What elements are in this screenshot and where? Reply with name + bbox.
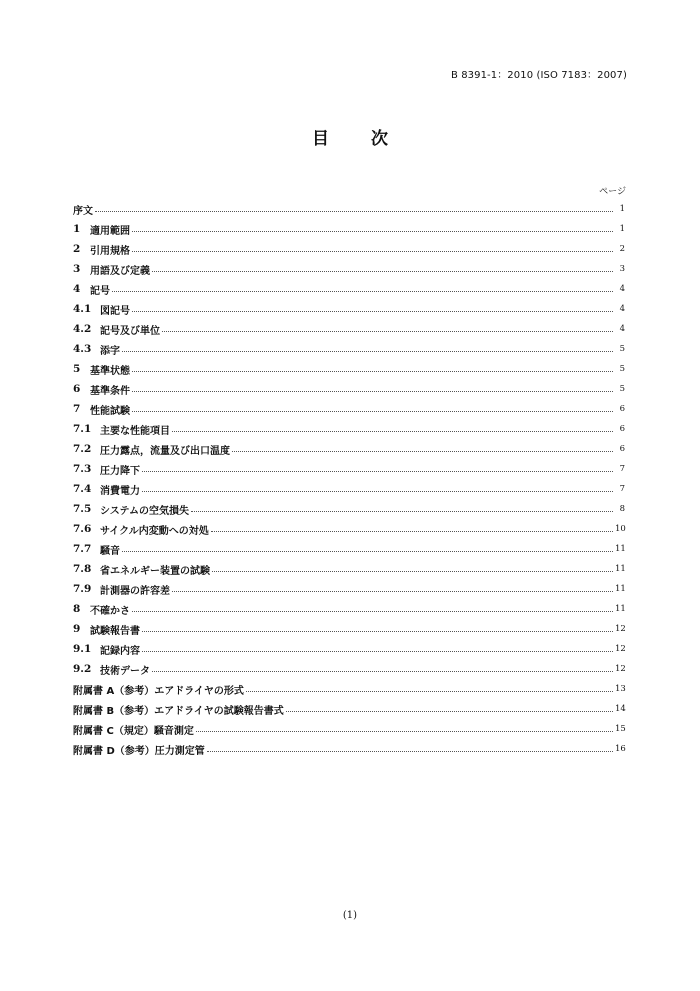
toc-entry-label: 騒音 [100, 545, 120, 557]
toc-entry-page: 11 [615, 564, 626, 574]
toc-entry-number: 7.4 [73, 483, 92, 495]
toc-entry-label: 用語及び定義 [90, 265, 150, 277]
toc-entry[interactable] [73, 719, 625, 739]
toc-entry-label: 記号 [90, 285, 110, 297]
toc-entry-number: 4.1 [73, 303, 92, 315]
dot-leader [152, 271, 613, 272]
toc-entry-page: 3 [619, 264, 625, 274]
toc-entry-page: 12 [615, 644, 626, 654]
toc-entry-label: 基準条件 [90, 385, 130, 397]
toc-entry-page: 11 [615, 604, 626, 614]
toc-entry-label: 圧力降下 [100, 465, 140, 477]
toc-entry-label: 附属書 A（参考）エアドライヤの形式 [73, 685, 244, 697]
toc-entry-page: 16 [615, 744, 626, 754]
toc-entry[interactable] [73, 659, 625, 679]
toc-entry-page: 11 [615, 584, 626, 594]
dot-leader [132, 251, 613, 252]
toc-entry-page: 6 [619, 424, 625, 434]
toc-entry-number: 8 [73, 603, 81, 615]
dot-leader [95, 211, 613, 212]
toc-entry[interactable] [73, 439, 625, 459]
toc-entry-page: 5 [619, 344, 625, 354]
dot-leader [132, 611, 613, 612]
toc-entry-page: 6 [619, 404, 625, 414]
dot-leader [132, 231, 613, 232]
toc-entry-label: 不確かさ [90, 605, 130, 617]
toc-entry-number: 9.2 [73, 663, 92, 675]
dot-leader [132, 411, 613, 412]
toc-entry[interactable] [73, 399, 625, 419]
toc-entry-label: 序文 [73, 205, 93, 217]
dot-leader [196, 731, 613, 732]
toc-entry-number: 9 [73, 623, 81, 635]
toc-entry-number: 7 [73, 403, 81, 415]
toc-entry-number: 9.1 [73, 643, 92, 655]
toc-entry-number: 4 [73, 283, 81, 295]
dot-leader [212, 571, 613, 572]
toc-entry-label: 試験報告書 [90, 625, 140, 637]
toc-entry-page: 7 [619, 484, 625, 494]
toc-entry[interactable] [73, 499, 625, 519]
toc-entry-label: 記録内容 [100, 645, 140, 657]
toc-entry[interactable] [73, 559, 625, 579]
toc-entry-page: 10 [615, 524, 626, 534]
toc-entry[interactable] [73, 679, 625, 699]
toc-entry-page: 1 [619, 224, 625, 234]
toc-entry[interactable] [73, 359, 625, 379]
toc-entry-label: 附属書 C（規定）騒音測定 [73, 725, 194, 737]
toc-entry[interactable] [73, 279, 625, 299]
toc-entry-page: 11 [615, 544, 626, 554]
toc-entry-label: 省エネルギー装置の試験 [100, 565, 210, 577]
page-column-heading: ページ [599, 187, 626, 197]
toc-entry[interactable] [73, 579, 625, 599]
dot-leader [172, 591, 613, 592]
toc-entry[interactable] [73, 539, 625, 559]
toc-entry-label: システムの空気損失 [100, 505, 189, 517]
toc-entry-page: 4 [619, 304, 625, 314]
toc-entry[interactable] [73, 479, 625, 499]
dot-leader [152, 671, 613, 672]
toc-entry-number: 7.7 [73, 543, 92, 555]
toc-entry-page: 5 [619, 384, 625, 394]
toc-entry-label: 技術データ [100, 665, 150, 677]
toc-entry-label: 適用範囲 [90, 225, 130, 237]
toc-entry-label: 主要な性能項目 [100, 425, 170, 437]
toc-entry[interactable] [73, 619, 625, 639]
dot-leader [142, 491, 613, 492]
toc-entry-label: 図記号 [100, 305, 130, 317]
toc-entry-page: 5 [619, 364, 625, 374]
toc-entry[interactable] [73, 339, 625, 359]
toc-entry-number: 7.1 [73, 423, 92, 435]
dot-leader [207, 751, 613, 752]
dot-leader [246, 691, 613, 692]
toc-entry-number: 2 [73, 243, 81, 255]
dot-leader [232, 451, 613, 452]
toc-entry-number: 7.9 [73, 583, 92, 595]
dot-leader [142, 651, 613, 652]
toc-entry-page: 7 [619, 464, 625, 474]
toc-entry-page: 15 [615, 724, 626, 734]
toc-title: 目 次 [312, 129, 406, 149]
dot-leader [191, 511, 613, 512]
toc-entry-label: 圧力露点，流量及び出口温度 [100, 445, 230, 457]
toc-entry[interactable] [73, 459, 625, 479]
dot-leader [122, 351, 613, 352]
toc-entry-page: 14 [615, 704, 626, 714]
toc-entry-label: 記号及び単位 [100, 325, 160, 337]
page-number: (1) [342, 910, 358, 921]
toc-entry-number: 5 [73, 363, 81, 375]
dot-leader [162, 331, 613, 332]
toc-entry-number: 3 [73, 263, 81, 275]
toc-entry[interactable] [73, 599, 625, 619]
toc-entry[interactable] [73, 639, 625, 659]
toc-entry-label: 附属書 B（参考）エアドライヤの試験報告書式 [73, 705, 284, 717]
dot-leader [286, 711, 613, 712]
toc-entry-page: 6 [619, 444, 625, 454]
toc-entry-number: 7.6 [73, 523, 92, 535]
standard-number: B 8391-1：2010 (ISO 7183：2007) [450, 70, 627, 81]
dot-leader [211, 531, 613, 532]
toc-entry-page: 1 [619, 204, 625, 214]
toc-entry[interactable] [73, 199, 625, 219]
toc-entry[interactable] [73, 219, 625, 239]
dot-leader [172, 431, 613, 432]
toc-entry-number: 7.2 [73, 443, 92, 455]
toc-entry-label: 基準状態 [90, 365, 130, 377]
toc-entry-label: 消費電力 [100, 485, 140, 497]
toc-entry-number: 7.5 [73, 503, 92, 515]
toc-entry[interactable] [73, 419, 625, 439]
toc-entry[interactable] [73, 739, 625, 759]
toc-entry-number: 7.3 [73, 463, 92, 475]
dot-leader [132, 311, 613, 312]
toc-entry[interactable] [73, 239, 625, 259]
toc-entry-label: 添字 [100, 345, 120, 357]
toc-entry-label: 計測器の許容差 [100, 585, 170, 597]
dot-leader [142, 631, 613, 632]
toc-entry-page: 12 [615, 624, 626, 634]
dot-leader [122, 551, 613, 552]
toc-entry[interactable] [73, 259, 625, 279]
dot-leader [142, 471, 613, 472]
toc-entry-number: 4.2 [73, 323, 92, 335]
toc-entry-number: 4.3 [73, 343, 92, 355]
toc-entry-page: 8 [619, 504, 625, 514]
toc-entry-page: 12 [615, 664, 626, 674]
toc-entry[interactable] [73, 379, 625, 399]
toc-entry[interactable] [73, 519, 625, 539]
toc-entry[interactable] [73, 299, 625, 319]
dot-leader [132, 371, 613, 372]
toc-entry-page: 13 [615, 684, 626, 694]
toc-entry[interactable] [73, 319, 625, 339]
toc-entry-label: 附属書 D（参考）圧力測定管 [73, 745, 205, 757]
toc-entry-label: サイクル内変動への対処 [100, 525, 209, 537]
toc-entry-label: 引用規格 [90, 245, 130, 257]
toc-entry-label: 性能試験 [90, 405, 130, 417]
toc-entry-number: 6 [73, 383, 81, 395]
toc-entry-page: 4 [619, 284, 625, 294]
toc-entry-page: 2 [619, 244, 625, 254]
toc-entry-page: 4 [619, 324, 625, 334]
toc-entry[interactable] [73, 699, 625, 719]
dot-leader [112, 291, 613, 292]
table-of-contents [73, 199, 625, 759]
dot-leader [132, 391, 613, 392]
toc-entry-number: 7.8 [73, 563, 92, 575]
toc-entry-number: 1 [73, 223, 81, 235]
